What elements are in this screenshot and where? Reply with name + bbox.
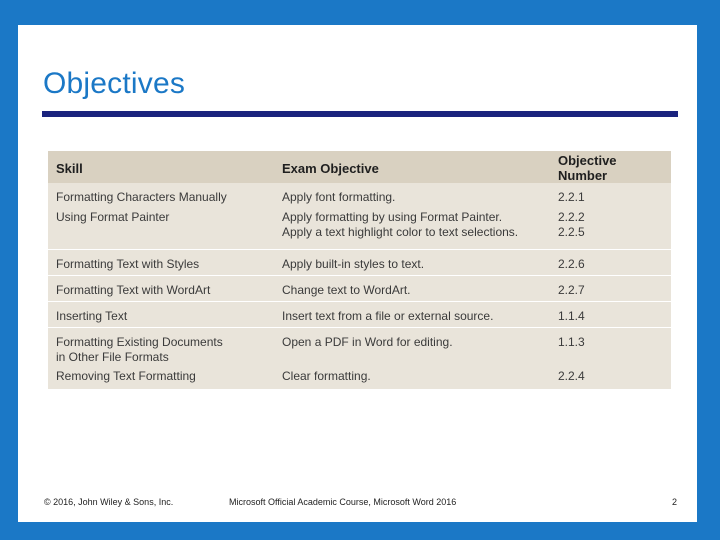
objective-cell (274, 275, 550, 301)
number-text: 2.2.1 (558, 190, 585, 204)
skill-text: Removing Text Formatting (56, 368, 196, 383)
skill-text: Formatting Existing Documents (56, 334, 223, 349)
number-text: 2.2.2 (558, 210, 585, 224)
objective-cell (274, 249, 550, 275)
number-cell (550, 301, 671, 327)
skill-cell (48, 368, 274, 392)
objective-text: Open a PDF in Word for editing. (282, 334, 453, 349)
slide (18, 25, 697, 522)
title-divider (42, 111, 678, 117)
number-text: 2.2.4 (558, 368, 585, 383)
number-text: 1.1.3 (558, 334, 585, 349)
number-cell (550, 249, 671, 275)
skill-text: Formatting Text with WordArt (56, 282, 211, 297)
footer-copyright: © 2016, John Wiley & Sons, Inc. (44, 497, 174, 507)
table-row (48, 327, 671, 368)
footer-course: Microsoft Official Academic Course, Microsoft Word 2016 (229, 497, 457, 507)
skill-cell (48, 275, 274, 301)
skill-cell (48, 301, 274, 327)
objective-text: Clear formatting. (282, 368, 371, 383)
objective-text: Insert text from a file or external source. (282, 308, 494, 323)
slide-title: Objectives (43, 67, 186, 100)
objective-cell (274, 208, 550, 249)
objective-text: Apply font formatting. (282, 190, 396, 204)
objective-cell (274, 183, 550, 208)
skill-text: Using Format Painter (56, 210, 170, 224)
objective-cell (274, 327, 550, 368)
table-header-row (48, 151, 671, 183)
table-row (48, 183, 671, 208)
number-cell (550, 368, 671, 392)
objective-text: Apply a text highlight color to text selections. (282, 225, 519, 239)
table-row (48, 275, 671, 301)
objective-text: Change text to WordArt. (282, 282, 411, 297)
number-cell (550, 183, 671, 208)
header-exam-objective: Exam Objective (282, 160, 379, 176)
number-cell (550, 208, 671, 249)
skill-text: Inserting Text (56, 308, 128, 323)
skill-text: Formatting Characters Manually (56, 190, 227, 204)
number-text: 2.2.6 (558, 256, 585, 271)
skill-cell (48, 249, 274, 275)
objectives-table (48, 151, 671, 392)
skill-cell (48, 208, 274, 249)
table-row (48, 249, 671, 275)
footer-page-number: 2 (671, 497, 677, 507)
table-row (48, 208, 671, 249)
number-text: 2.2.7 (558, 282, 585, 297)
skill-text: Formatting Text with Styles (56, 256, 200, 271)
skill-cell (48, 327, 274, 368)
table-row (48, 368, 671, 392)
header-skill: Skill (56, 160, 83, 176)
table-row (48, 301, 671, 327)
number-cell (550, 327, 671, 368)
skill-text: in Other File Formats (56, 349, 169, 364)
objectives-table-container (48, 151, 671, 389)
objective-text: Apply built-in styles to text. (282, 256, 425, 271)
skill-cell (48, 183, 274, 208)
number-text: 2.2.5 (558, 225, 585, 239)
objective-cell (274, 368, 550, 392)
header-objective-number: Objective Number (558, 153, 617, 183)
objective-cell (274, 301, 550, 327)
objective-text: Apply formatting by using Format Painter. (282, 210, 503, 224)
number-cell (550, 275, 671, 301)
number-text: 1.1.4 (558, 308, 585, 323)
